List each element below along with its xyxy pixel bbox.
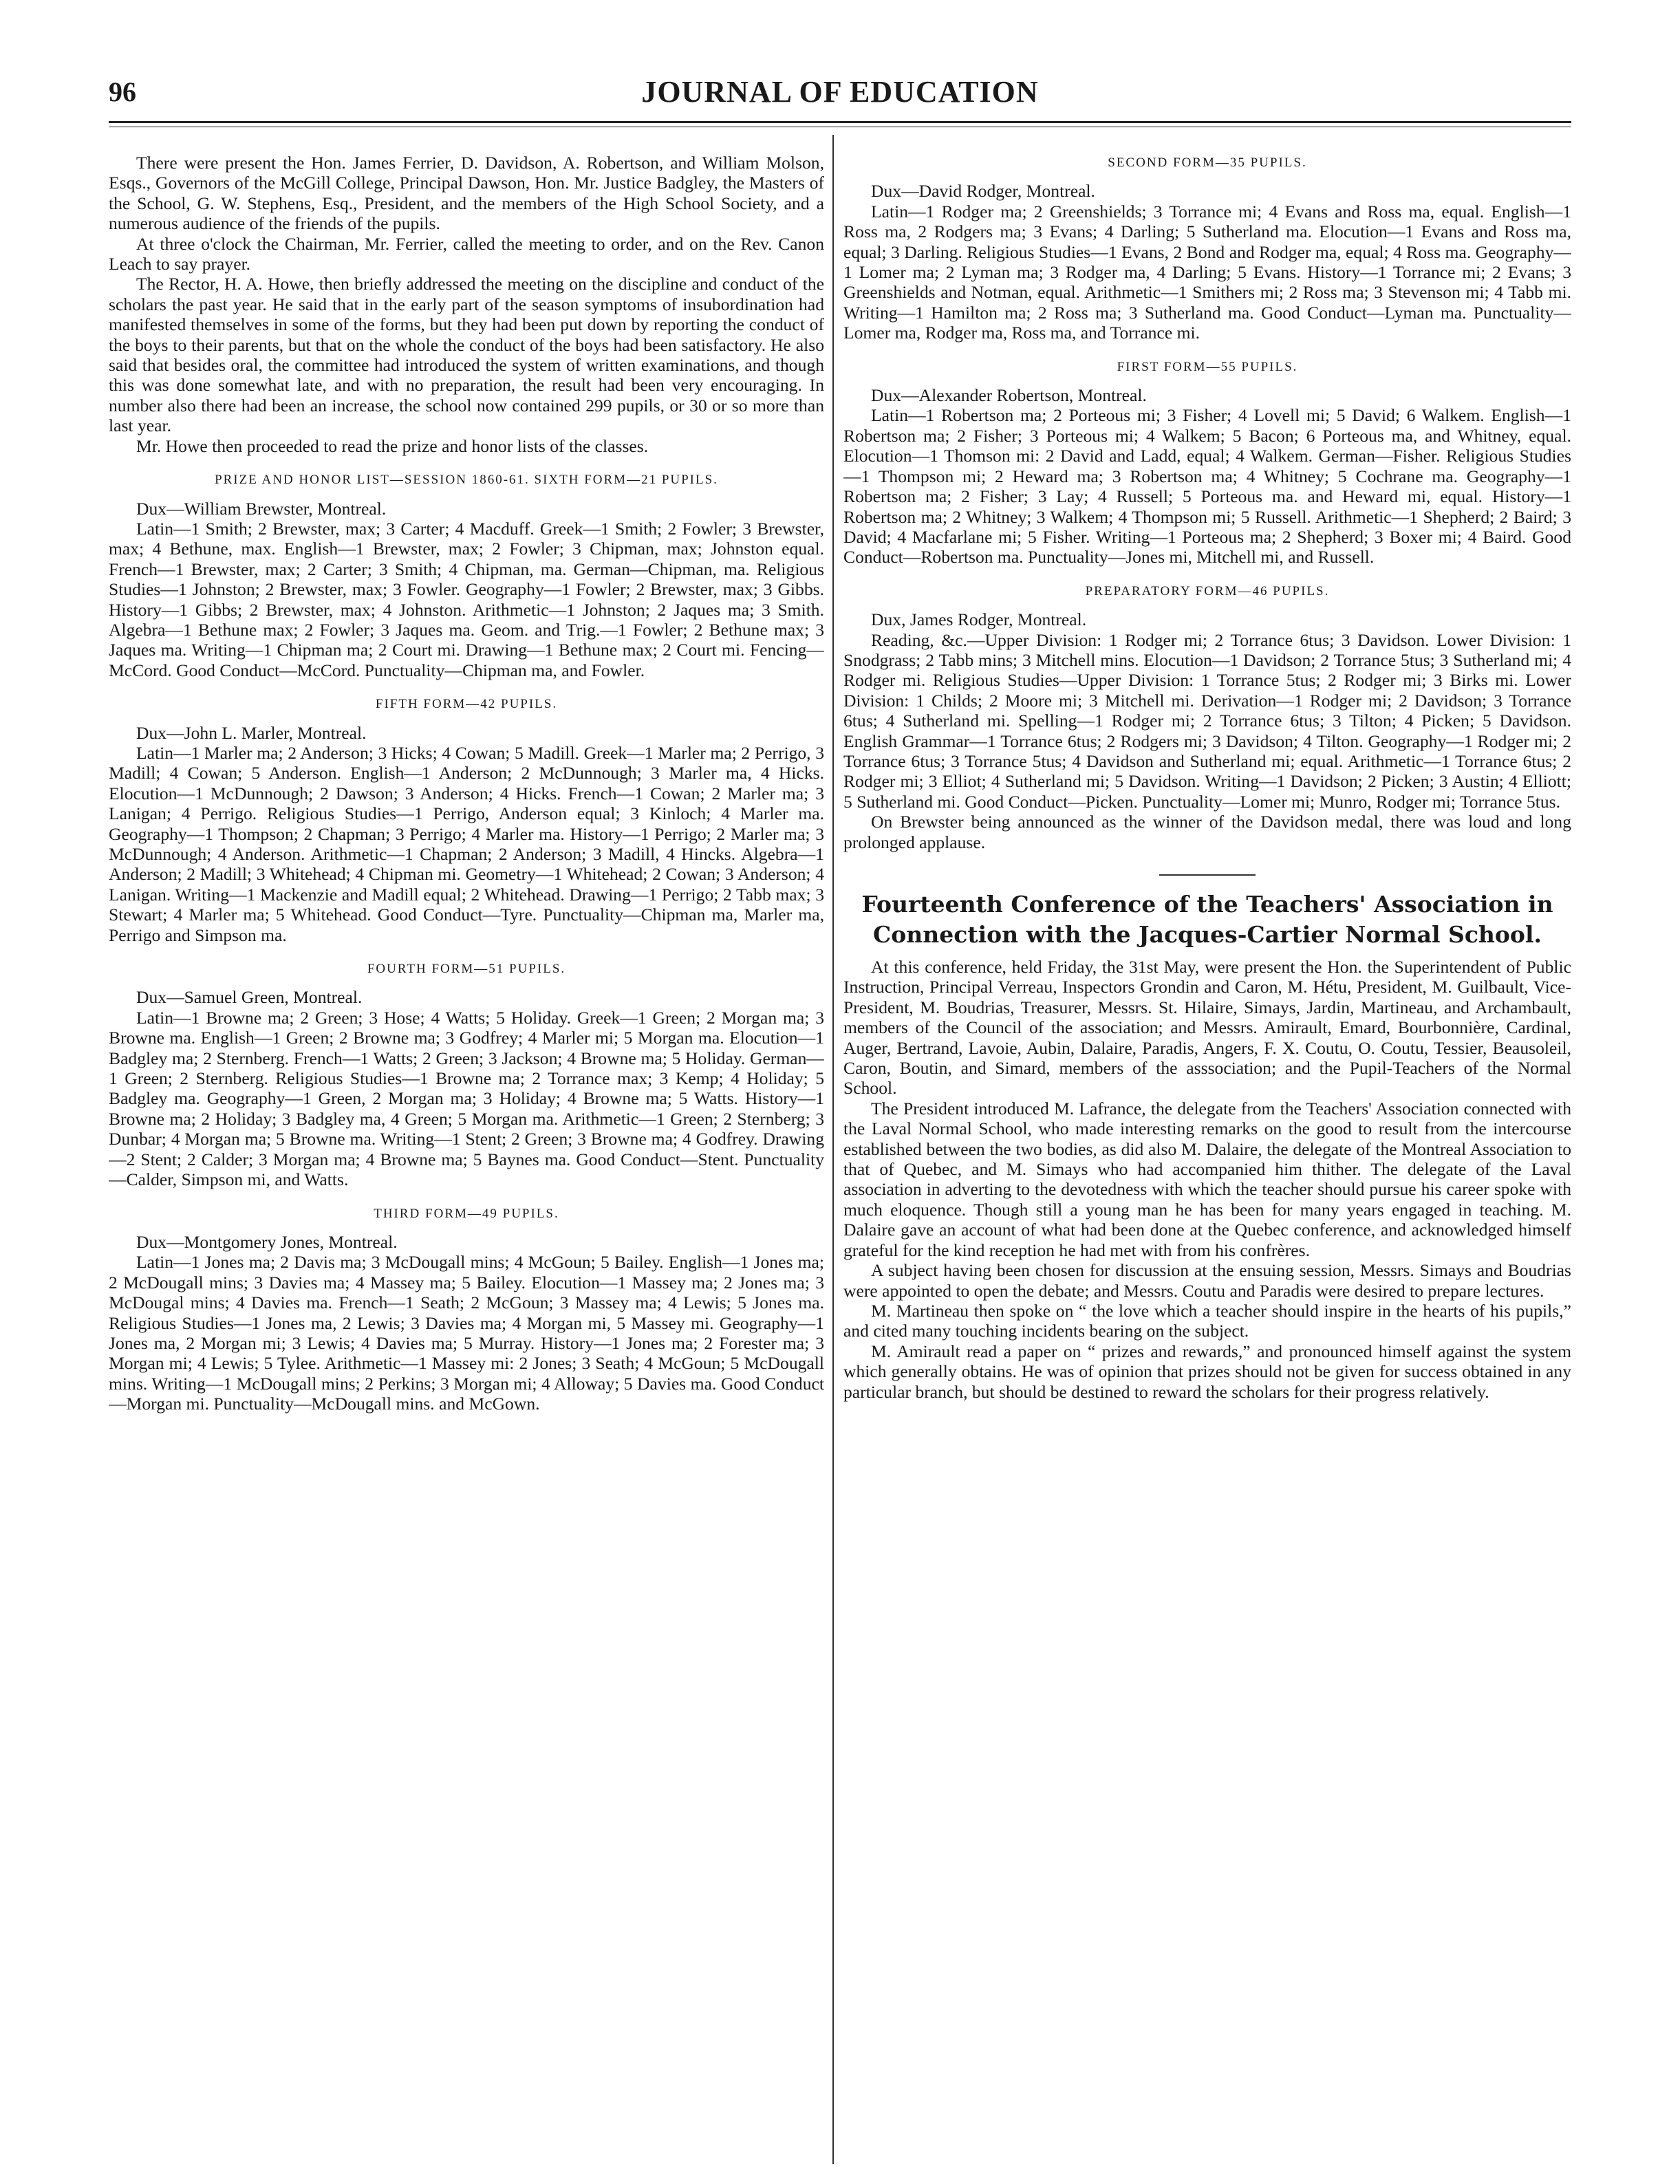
fifth-form-list: Latin—1 Marler ma; 2 Anderson; 3 Hicks; 4 Cowan; 5 Madill. Greek—1 Marler ma; 2 Perrigo, 3 Madill; 4 Cowan; 5 Anderson. English—1 Anderson; 2 McDunnough; 3 Marler ma, 4 Hicks. Elocution—1 McDunnough; 2 Dawson; 3 Anderson; 4 Hicks. French—1 Cowan; 2 Marler ma; 3 Lanigan; 4 Perrigo. Religious Studies—1 Perrigo, Anderson equal; 3 Kinloch; 4 Marler ma. Geography—1 Thompson; 2 Chapman; 3 Perrigo; 4 Marler ma. History—1 Perrigo; 2 Marler ma; 3 McDunnough; 4 Anderson. Arithmetic—1 Chapman; 2 Anderson; 3 Madill, 4 Hincks. Algebra—1 Anderson; 2 Madill; 3 Whitehead; 4 Chipman mi. Geometry—1 Whitehead; 2 Cowan; 3 Anderson; 4 Lanigan. Writing—1 Mackenzie and Madill equal; 2 Whitehead. Drawing—1 Perrigo; 2 Tabb max; 3 Stewart; 4 Marler ma; 5 Whitehead. Good Conduct—Tyre. Punctuality—Chipman ma, Marler ma, Perrigo and Simpson ma. — [109, 742, 824, 945]
right-column — [843, 153, 1571, 2168]
fourth-form-dux: Dux—Samuel Green, Montreal. — [136, 987, 363, 1008]
preparatory-form-list: Reading, &c.—Upper Division: 1 Rodger mi; 2 Torrance 6tus; 3 Davidson. Lower Division: 1 Snodgrass; 2 Tabb mins; 3 Mitchell mins. Elocution—1 Davidson; 2 Torrance 5tus; 3 Sutherland mi; 4 Rodger mi. Religious Studies—Upper Division: 1 Torrance 5tus; 2 Rodger mi; 3 Birks mi. Lower Division: 1 Childs; 2 Moore mi; 3 Mitchell mi. Derivation—1 Rodger mi; 2 Davidson; 3 Torrance 6tus; 4 Sutherland mi. Spelling—1 Rodger mi; 2 Torrance 6tus; 3 Tilton; 4 Picken; 5 Davidson. English Grammar—1 Torrance 6tus; 2 Rodgers mi; 3 Davidson; 4 Tilton. Geography—1 Rodger mi; 2 Torrance 6tus; 3 Torrance 5tus; 4 Davidson and Sutherland mi; equal. Arithmetic—1 Torrance 6tus; 2 Rodger mi; 3 Elliot; 4 Sutherland mi; 5 Davidson. Writing—1 Davidson; 2 Picken; 3 Austin; 4 Elliott; 5 Sutherland mi. Good Conduct—Picken. Punctuality—Lomer mi; Munro, Rodger mi; Torrance 5tus. — [843, 629, 1571, 812]
page-number: 96 — [109, 76, 136, 107]
sixth-form-heading: PRIZE AND HONOR LIST—SESSION 1860-61. SIXTH FORM—21 PUPILS. — [215, 473, 718, 488]
third-form-dux: Dux—Montgomery Jones, Montreal. — [136, 1231, 398, 1252]
sixth-form-list: Latin—1 Smith; 2 Brewster, max; 3 Carter; 4 Macduff. Greek—1 Smith; 2 Fowler; 3 Brewster, max; 4 Bethune, max. English—1 Brewster, max; 2 Fowler; 3 Chipman, max; Johnston equal. French—1 Brewster, max; 2 Carter; 3 Smith; 4 Chipman, ma. German—Chipman, ma. Religious Studies—1 Johnston; 2 Brewster, max; 3 Fowler. Geography—1 Fowler; 2 Brewster, max; 3 Gibbs. History—1 Gibbs; 2 Brewster, max; 4 Johnston. Arithmetic—1 Johnston; 2 Jaques ma; 3 Smith. Algebra—1 Bethune max; 2 Fowler; 3 Jaques ma. Geom. and Trig.—1 Fowler; 2 Bethune max; 3 Jaques ma. Writing—1 Chipman ma; 2 Court mi. Drawing—1 Bethune max; 2 Court mi. Fencing—McCord. Good Conduct—McCord. Punctuality—Chipman ma, and Fowler. — [109, 518, 824, 680]
second-form-heading: SECOND FORM—35 PUPILS. — [1108, 155, 1307, 170]
fifth-form-dux: Dux—John L. Marler, Montreal. — [136, 722, 367, 743]
article-paragraph: At this conference, held Friday, the 31st May, were present the Hon. the Superintendent of Public Instruction, Principal Verreau, Inspectors Grondin and Caron, M. Hétu, President, M. Guilbault, Vice-President, M. Boudrias, Treasurer, Messrs. St. Hilaire, Simays, Jardin, Martineau, and Archambault, members of the Council of the association; and Messrs. Amirault, Emard, Bourbonnière, Cardinal, Auger, Bertrand, Lavoie, Aubin, Dalaire, Paradis, Angers, F. X. Coutu, O. Coutu, Tessier, Beausoleil, Caron, Boutin, and Simard, members of the asssociation; and the Pupil-Teachers of the Normal School. — [843, 957, 1571, 1099]
article-paragraph: A subject having been chosen for discussion at the ensuing session, Messrs. Simays and Boudrias were appointed to open the debate; and Messrs. Coutu and Paradis were desired to prepare lectures. — [843, 1260, 1571, 1301]
article-paragraph: M. Martineau then spoke on “ the love which a teacher should inspire in the hearts of his pupils,” and cited many touching incidents bearing on the subject. — [843, 1300, 1571, 1341]
second-form-list: Latin—1 Rodger ma; 2 Greenshields; 3 Torrance mi; 4 Evans and Ross ma, equal. English—1 Ross ma, 2 Rodgers ma; 3 Evans; 4 Darling; 5 Sutherland ma. Elocution—1 Evans and Ross ma, equal; 3 Darling. Religious Studies—1 Evans, 2 Bond and Rodger ma, equal; 4 Ross ma. Geography—1 Lomer ma; 2 Lyman ma; 3 Rodger ma, 4 Darling; 5 Evans. History—1 Torrance mi; 2 Evans; 3 Greenshields and Notman, equal. Arithmetic—1 Smithers mi; 2 Ross ma; 3 Stevenson mi; 4 Tabb mi. Writing—1 Hamilton ma; 2 Ross ma; 3 Sutherland ma. Good Conduct—Lyman ma. Punctuality—Lomer ma, Rodger ma, Ross ma, and Torrance mi. — [843, 201, 1571, 343]
article-separator — [1159, 874, 1256, 876]
first-form-list: Latin—1 Robertson ma; 2 Porteous mi; 3 Fisher; 4 Lovell mi; 5 David; 6 Walkem. English—1 Robertson ma; 2 Fisher; 3 Porteous mi; 4 Walkem; 5 Bacon; 6 Porteous ma, and Whitney, equal. Elocution—1 Thomson mi: 2 David and Ladd, equal; 4 Walkem. German—Fisher. Religious Studies—1 Thompson mi; 2 Heward ma; 3 Robertson ma; 4 Whitney; 5 Cochrane ma. Geography—1 Robertson ma; 2 Fisher; 3 Lay; 4 Russell; 5 Porteous ma. and Heward mi, equal. History—1 Robertson ma; 2 Whitney; 3 Walkem; 4 Thompson mi; 5 Russell. Arithmetic—1 Shepherd; 2 Baird; 3 David; 4 Macfarlane mi; 5 Fisher. Writing—1 Porteous ma; 2 Shepherd; 3 Boxer mi; 4 Baird. Good Conduct—Robertson ma. Punctuality—Jones mi, Mitchell mi, and Russell. — [843, 405, 1571, 567]
fourth-form-heading: FOURTH FORM—51 PUPILS. — [367, 962, 566, 977]
intro-paragraph: Mr. Howe then proceeded to read the prize and honor lists of the classes. — [136, 435, 649, 456]
closing-paragraph: On Brewster being announced as the winner of the Davidson medal, there was loud and long prolonged applause. — [843, 812, 1571, 852]
first-form-heading: FIRST FORM—55 PUPILS. — [1117, 359, 1298, 374]
intro-paragraph: There were present the Hon. James Ferrier, D. Davidson, A. Robertson, and William Molson, Esqs., Governors of the McGill College, Principal Dawson, Hon. Mr. Justice Badgley, the Masters of the School, G. W. Stephens, Esq., President, and the members of the High School Society, and a numerous audience of the friends of the pupils. — [109, 153, 824, 234]
sixth-form-dux: Dux—William Brewster, Montreal. — [136, 498, 387, 519]
intro-paragraph: The Rector, H. A. Howe, then briefly addressed the meeting on the discipline and conduct of the scholars the past year. He said that in the early part of the season symptoms of insubordination had manifested themselves in some of the forms, but they had been put down by reporting the conduct of the boys to their parents, but that on the whole the conduct of the boys had been satisfactory. He also said that besides oral, the committee had introduced the system of written examinations, and though this was done somewhat late, and with no preparation, the result had been very encouraging. In number also there had been an increase, the school now contained 299 pupils, or 30 or so more than last year. — [109, 274, 824, 436]
header-rule — [109, 121, 1571, 123]
intro-paragraph: At three o'clock the Chairman, Mr. Ferrier, called the meeting to order, and on the Rev. Canon Leach to say prayer. — [109, 233, 824, 274]
second-form-dux: Dux—David Rodger, Montreal. — [871, 181, 1095, 202]
third-form-heading: THIRD FORM—49 PUPILS. — [374, 1206, 559, 1221]
fifth-form-heading: FIFTH FORM—42 PUPILS. — [375, 697, 558, 712]
left-column — [109, 153, 824, 2168]
first-form-dux: Dux—Alexander Robertson, Montreal. — [871, 385, 1147, 406]
running-title: JOURNAL OF EDUCATION — [641, 75, 1039, 109]
preparatory-form-heading: PREPARATORY FORM—46 PUPILS. — [1085, 583, 1330, 598]
fourth-form-list: Latin—1 Browne ma; 2 Green; 3 Hose; 4 Watts; 5 Holiday. Greek—1 Green; 2 Morgan ma; 3 Browne ma. English—1 Green; 2 Browne ma; 3 Godfrey; 4 Marler mi; 5 Morgan ma. Elocution—1 Badgley ma; 2 Sternberg. French—1 Watts; 2 Green; 3 Jackson; 4 Browne ma; 5 Holiday. German—1 Green; 2 Sternberg. Religious Studies—1 Browne ma; 2 Torrance max; 3 Kemp; 4 Holiday; 5 Badgley ma. Geography—1 Green, 2 Morgan ma; 3 Holiday; 4 Browne ma; 5 Watts. History—1 Browne ma; 2 Holiday; 3 Badgley ma, 4 Green; 5 Morgan ma. Arithmetic—1 Green; 2 Sternberg; 3 Dunbar; 4 Morgan ma; 5 Browne ma. Writing—1 Stent; 2 Green; 3 Browne ma; 4 Godfrey. Drawing—2 Stent; 2 Calder; 3 Morgan ma; 4 Browne ma; 5 Baynes ma. Good Conduct—Stent. Punctuality—Calder, Simpson mi, and Watts. — [109, 1007, 824, 1190]
article-paragraph: M. Amirault read a paper on “ prizes and rewards,” and pronounced himself against the system which generally obtains. He was of opinion that prizes should not be given for success obtained in any particular branch, but should be destined to reward the scholars for their progress relatively. — [843, 1341, 1571, 1402]
column-divider — [832, 135, 834, 2164]
article-paragraph: The President introduced M. Lafrance, the delegate from the Teachers' Association connected with the Laval Normal School, who made interesting remarks on the good to result from the intercourse established between the two bodies, as did also M. Dalaire, the delegate of the Montreal Association to that of Quebec, and M. Simays who had accompanied him thither. The delegate of the Laval association in adverting to the devotedness with which the teacher should pursue his career spoke with much eloquence. Though still a young man he has been for many years engaged in teaching. M. Dalaire gave an account of what had been done at the Quebec conference, and acknowledged himself grateful for the kind reception he had met with from his confrères. — [843, 1098, 1571, 1260]
third-form-list: Latin—1 Jones ma; 2 Davis ma; 3 McDougall mins; 4 McGoun; 5 Bailey. English—1 Jones ma; 2 McDougall mins; 3 Davies ma; 4 Massey ma; 5 Bailey. Elocution—1 Massey ma; 2 Jones ma; 3 McDougal mins; 4 Davies ma. French—1 Seath; 2 McGoun; 3 Massey ma; 4 Lewis; 5 Jones ma. Religious Studies—1 Jones ma, 2 Lewis; 3 Davies ma; 4 Morgan mi, 5 Massey mi. Geography—1 Jones ma, 2 Morgan mi; 3 Lewis; 4 Davies ma; 5 Murray. History—1 Jones ma; 2 Forester ma; 3 Morgan mi; 4 Lewis; 5 Tylee. Arithmetic—1 Massey mi: 2 Jones; 3 Seath; 4 McGoun; 5 McDougall mins. Writing—1 McDougall mins; 2 Perkins; 3 Morgan mi; 4 Alloway; 5 Davies ma. Good Conduct—Morgan mi. Punctuality—McDougall mins. and McGown. — [109, 1252, 824, 1414]
preparatory-form-dux: Dux, James Rodger, Montreal. — [871, 609, 1087, 630]
article-title: Fourteenth Conference of the Teachers' Association in Connection with the Jacques-Cartier Normal School. — [861, 891, 1553, 948]
